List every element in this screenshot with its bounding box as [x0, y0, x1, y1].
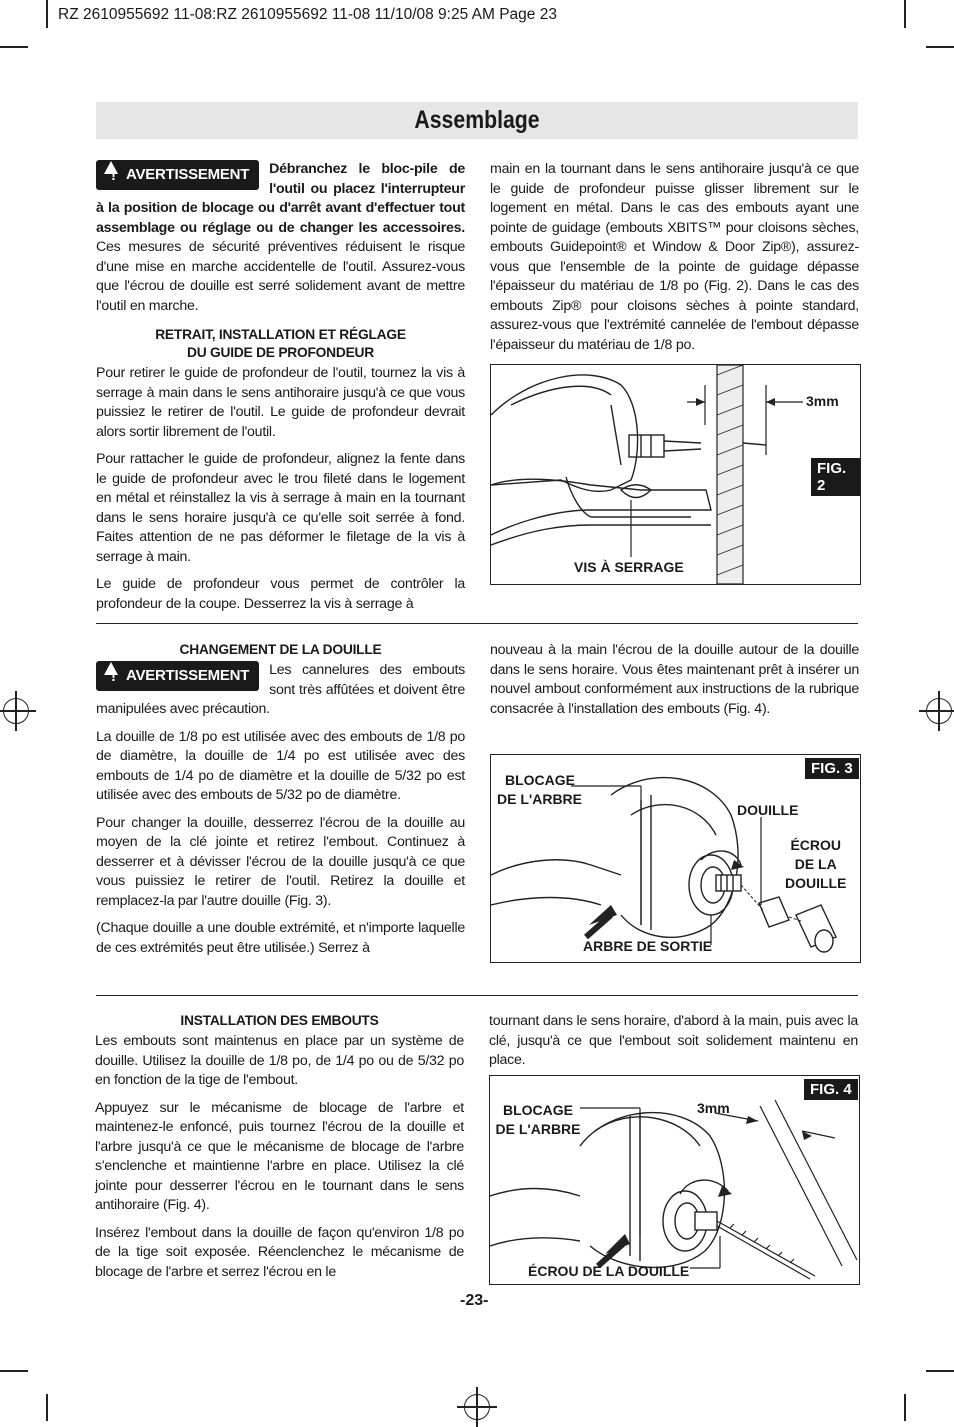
section2-left-column	[96, 641, 465, 958]
fig3-callout-blocage: BLOCAGE DE L'ARBRE	[497, 772, 582, 807]
section3-right-column	[489, 1012, 858, 1071]
page-number: -23-	[460, 1292, 489, 1309]
warning-badge: !AVERTISSEMENT	[96, 160, 259, 190]
paragraph: Le guide de profondeur vous permet de contrôler la profondeur de la coupe. Desserrez la vis à serrage à	[96, 576, 465, 612]
registration-mark-right	[926, 698, 952, 724]
paragraph: Les embouts sont maintenus en place par un système de douille. Utilisez la douille de 1/8 po, de 1/4 po ou de 5/32 po en fonction de la tige de l'embout.	[95, 1033, 464, 1088]
section1-heading: RETRAIT, INSTALLATION ET RÉGLAGE DU GUIDE DE PROFONDEUR	[155, 327, 406, 360]
paragraph: (Chaque douille a une double extrémité, et n'importe laquelle de ces extrémités peut être utilisée.) Serrez à	[96, 920, 465, 956]
section1-left-column	[96, 160, 465, 614]
paragraph: Insérez l'embout dans la douille de façon qu'environ 1/8 po de la tige soit exposée. Réenclenchez le mécanisme de blocage de l'arbre et serrez l'écrou en le	[95, 1224, 464, 1280]
section3-left-column	[95, 1012, 464, 1282]
section2-right-column	[490, 641, 859, 719]
section2-heading: CHANGEMENT DE LA DOUILLE	[179, 642, 382, 657]
paragraph: nouveau à la main l'écrou de la douille autour de la douille dans le sens horaire. Vous êtes maintenant prêt à insérer un nouvel ambout conformément aux instructions de la rubrique consacrée à l'installation des embouts (Fig. 4).	[490, 642, 859, 717]
figure-4	[489, 1075, 860, 1285]
paragraph: Appuyez sur le mécanisme de blocage de l'arbre et maintenez-le enfoncé, puis tournez l'écrou de la douille et l'arbre jusqu'à ce que le mécanisme de blocage de l'arbre s'enclenche et maintienne l'arbre en place. Utilisez la clé jointe pour desserrer l'écrou en le tournant dans le sens antihoraire (Fig. 4).	[95, 1099, 464, 1213]
section-divider	[96, 623, 858, 624]
paragraph: La douille de 1/8 po est utilisée avec des embouts de 1/8 po de diamètre, la douille de 1/4 po est utilisée avec des embouts de 1/4 po de diamètre et la douille de 5/32 po est utilisée avec des embouts de 5/32 po de diamètre.	[96, 728, 465, 803]
fig4-dimension: 3mm	[697, 1100, 730, 1116]
section1-right-column	[490, 160, 859, 355]
warning-triangle-icon	[104, 662, 118, 675]
fig4-callout-ecrou: ÉCROU DE LA DOUILLE	[528, 1263, 690, 1279]
warning-triangle-icon	[104, 161, 118, 174]
paragraph: Pour retirer le guide de profondeur de l'outil, tournez la vis à serrage à main dans le sens antihoraire jusqu'à ce que vous puissiez le retirer de l'outil. Le guide de profondeur devrait alors sortir librement de l'outil.	[96, 365, 465, 440]
warning-text: Les cannelures des embouts sont très affûtées et doivent être manipulées avec précaution.	[96, 662, 465, 717]
fig3-callout-arbre: ARBRE DE SORTIE	[583, 938, 713, 954]
print-slug: RZ 2610955692 11-08:RZ 2610955692 11-08 11/10/08 9:25 AM Page 23	[58, 6, 557, 23]
registration-mark-bottom	[464, 1394, 490, 1420]
paragraph: Pour rattacher le guide de profondeur, alignez la fente dans le guide de profondeur avec le trou fileté dans le logement en métal et réinstallez la vis à serrage à main en la tournant dans le sens horaire jusqu'à ce qu'elle soit serrée à fond. Faites attention de ne pas déformer le filetage de la vis à serrage à main.	[96, 451, 465, 565]
registration-mark-left	[3, 698, 29, 724]
warning-bold-text: Débranchez le bloc-pile de l'outil ou placez l'interrupteur à la position de blocage ou d'arrêt avant d'effectuer tout assemblage ou réglage ou de changer les accessoires.	[96, 161, 465, 236]
fig2-dimension: 3mm	[806, 393, 839, 409]
paragraph: tournant dans le sens horaire, d'abord à la main, puis avec la clé, jusqu'à ce que l'embout soit solidement maintenu en place.	[489, 1013, 858, 1068]
figure-2	[490, 364, 861, 585]
section3-heading: INSTALLATION DES EMBOUTS	[180, 1013, 379, 1028]
fig2-illustration	[491, 365, 860, 584]
fig4-label: FIG. 4	[804, 1079, 858, 1100]
paragraph: Pour changer la douille, desserrez l'écrou de la douille au moyen de la clé jointe et retirez l'embout. Continuez à desserrer et à dévisser l'écrou de la douille jusqu'à ce que vous puissiez le retirer de l'outil. Retirez la douille et remplacez-la par l'autre douille (Fig. 3).	[96, 814, 465, 909]
section-divider	[96, 995, 858, 996]
fig4-callout-blocage: BLOCAGE DE L'ARBRE	[495, 1102, 581, 1137]
warning-badge: !AVERTISSEMENT	[96, 661, 259, 691]
fig3-label: FIG. 3	[805, 758, 859, 779]
warning-text: Ces mesures de sécurité préventives réduisent le risque d'une mise en marche accidentelle de l'outil. Assurez-vous que l'écrou de douille est serré solidement avant de mettre l'outil en marche.	[96, 239, 465, 314]
figure-3	[490, 754, 861, 963]
fig3-callout-douille: DOUILLE	[737, 802, 799, 818]
paragraph: main en la tournant dans le sens antihoraire jusqu'à ce que le guide de profondeur puisse glisser librement sur le logement en métal. Dans le cas des embouts ayant une pointe de guidage (embouts XBITS™ pour cloisons sèches, embouts Guidepoint® et Window & Door Zip®), assurez-vous que l'ensemble de la pointe de guidage dépasse l'épaisseur du matériau de 1/8 po (Fig. 2). Dans le cas des embouts Zip® pour cloisons sèches à pointe standard, assurez-vous que l'extrémité cannelée de l'embout dépasse l'épaisseur du matériau de 1/8 po.	[490, 161, 859, 353]
fig3-callout-ecrou: ÉCROU DE LA DOUILLE	[785, 837, 847, 891]
page-title: Assemblage	[414, 106, 540, 134]
fig2-label: FIG. 2	[811, 458, 860, 496]
fig2-callout-vis: VIS À SERRAGE	[574, 559, 684, 575]
